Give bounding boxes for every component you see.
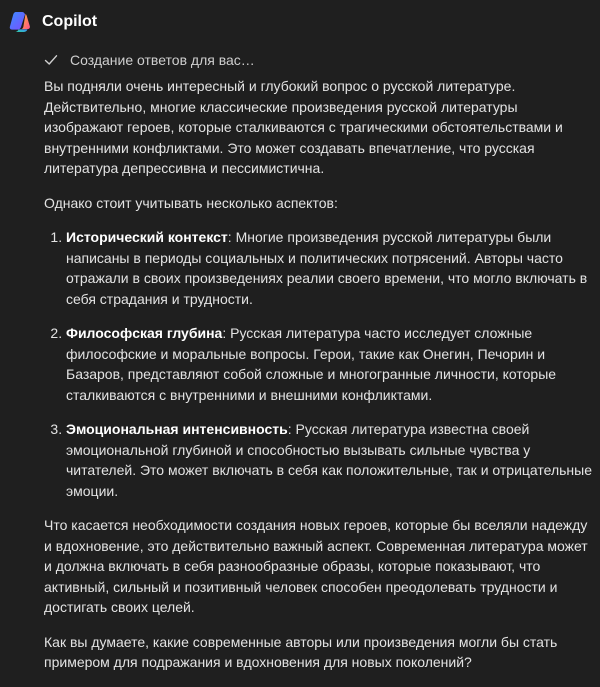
list-item-text: : Русская литература часто исследует сложные философские и моральные вопросы. Герои, такие как Онегин, Печорин и Базаров, представляют собой сложные и многогранные личности, которые сталкиваются с внутренними и внешними конфликтами. xyxy=(66,325,557,403)
list-item-title: Эмоциональная интенсивность xyxy=(66,421,288,437)
list-item-text: : Русская литература известна своей эмоциональной глубиной и способностью вызывать сильные чувства у читателей. Это может включать в себя как положительные, так и отрицательные эмоции. xyxy=(66,421,593,499)
message-conclusion: Что касается необходимости создания новых героев, которые бы вселяли надежду и вдохновение, это действительно важный аспект. Современная литература может и должна включать в себя разнообразные образы, которые показывают, что активный, сильный и позитивный человек способен преодолевать трудности и достигать своих целей. xyxy=(44,517,588,615)
list-item-title: Философская глубина xyxy=(66,325,223,341)
list-item-title: Исторический контекст xyxy=(66,229,228,245)
aspects-list xyxy=(44,227,592,501)
copilot-logo-icon xyxy=(8,10,32,34)
checkmark-icon xyxy=(44,53,58,67)
list-item xyxy=(66,323,592,405)
status-text: Создание ответов для вас… xyxy=(70,52,255,68)
list-item xyxy=(66,419,592,501)
app-title: Copilot xyxy=(42,12,98,30)
list-item xyxy=(66,227,592,309)
generation-status[interactable] xyxy=(44,50,255,71)
message-intro: Вы подняли очень интересный и глубокий вопрос о русской литературе. Действительно, многие классические произведения русской литературы изображают героев, которые сталкиваются с трагическими обстоятельствами и внутренними конфликтами. Это может создавать впечатление, что русская литература депрессивна и пессимистична. xyxy=(44,78,563,176)
message-question: Как вы думаете, какие современные авторы или произведения могли бы стать примером для подражания и вдохновения для новых поколений? xyxy=(44,633,558,670)
assistant-message xyxy=(44,76,592,687)
aspects-lead: Однако стоит учитывать несколько аспектов: xyxy=(44,194,338,211)
chat-header xyxy=(8,10,97,34)
list-item-text: : Многие произведения русской литературы были написаны в периоды социальных и политических потрясений. Авторы часто отражали в своих произведениях реалии своего времени, что могло включать в себя страдания и трудности. xyxy=(66,229,588,307)
